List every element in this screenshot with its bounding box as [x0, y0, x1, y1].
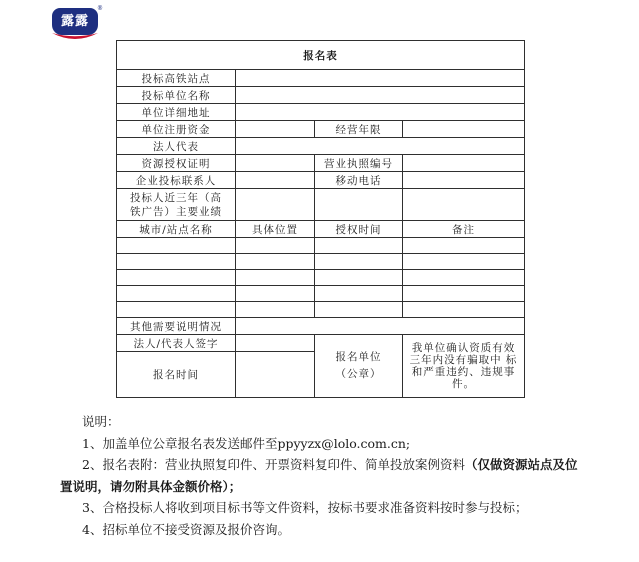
registration-form — [116, 40, 524, 398]
date-value-cell[interactable] — [236, 352, 315, 398]
note-cell[interactable] — [403, 254, 525, 270]
other-info-value-cell[interactable] — [236, 318, 525, 335]
company-label: 投标单位名称 — [117, 87, 236, 104]
time-cell[interactable] — [315, 238, 403, 254]
contact-label: 企业投标联系人 — [117, 172, 236, 189]
note-item-2-line1 — [60, 454, 588, 476]
note-item-2-bold-part1: （仅做资源站点及位 — [464, 457, 578, 473]
company-value-cell[interactable] — [236, 87, 525, 104]
brand-logo-text: 露露 — [60, 14, 89, 29]
performance-value-cell-1[interactable] — [236, 189, 315, 221]
time-cell[interactable] — [315, 302, 403, 318]
location-cell[interactable] — [236, 270, 315, 286]
performance-label-line2: 铁广告）主要业绩 — [130, 205, 222, 218]
column-header-city: 城市/站点名称 — [117, 221, 236, 238]
capital-value-cell[interactable] — [236, 121, 315, 138]
station-list-row — [117, 254, 525, 270]
note-item-1: 1、加盖单位公章报名表发送邮件至ppyyzx@lolo.com.cn; — [82, 435, 411, 451]
city-cell[interactable] — [117, 270, 236, 286]
notes-section — [60, 411, 588, 541]
performance-value-cell-3[interactable] — [403, 189, 525, 221]
city-cell[interactable] — [117, 254, 236, 270]
other-info-label: 其他需要说明情况 — [117, 318, 236, 335]
performance-label — [117, 189, 236, 221]
years-label: 经营年限 — [315, 121, 403, 138]
station-value-cell[interactable] — [236, 70, 525, 87]
note-item-4: 4、招标单位不接受资源及报价咨询。 — [82, 521, 290, 537]
authorization-value-cell[interactable] — [236, 155, 315, 172]
note-cell[interactable] — [403, 270, 525, 286]
performance-value-cell-2[interactable] — [315, 189, 403, 221]
legal-rep-value-cell[interactable] — [236, 138, 525, 155]
note-item-3: 3、合格投标人将收到项目标书等文件资料，按标书要求准备资料按时参与投标； — [82, 500, 528, 516]
station-list-row — [117, 270, 525, 286]
note-cell[interactable] — [403, 286, 525, 302]
column-header-location: 具体位置 — [236, 221, 315, 238]
registered-trademark-icon: ® — [97, 5, 103, 12]
time-cell[interactable] — [315, 286, 403, 302]
location-cell[interactable] — [236, 238, 315, 254]
qualification-confirmation-text: 我单位确认资质有效 三年内没有骗取中 标和严重违约、违规事件。 — [403, 335, 525, 398]
location-cell[interactable] — [236, 286, 315, 302]
column-header-note: 备注 — [403, 221, 525, 238]
time-cell[interactable] — [315, 254, 403, 270]
note-item-2-normal: 2、报名表附：营业执照复印件、开票资料复印件、简单投放案例资料 — [82, 457, 465, 473]
license-value-cell[interactable] — [403, 155, 525, 172]
brand-logo — [52, 5, 104, 48]
notes-heading: 说明： — [82, 414, 120, 429]
performance-label-line1: 投标人近三年（高 — [130, 191, 222, 204]
column-header-time: 授权时间 — [315, 221, 403, 238]
city-cell[interactable] — [117, 286, 236, 302]
location-cell[interactable] — [236, 302, 315, 318]
city-cell[interactable] — [117, 238, 236, 254]
brand-logo-badge — [52, 5, 103, 35]
station-list-row — [117, 286, 525, 302]
address-value-cell[interactable] — [236, 104, 525, 121]
note-cell[interactable] — [403, 238, 525, 254]
contact-value-cell[interactable] — [236, 172, 315, 189]
station-list-row — [117, 302, 525, 318]
location-cell[interactable] — [236, 254, 315, 270]
mobile-value-cell[interactable] — [403, 172, 525, 189]
city-cell[interactable] — [117, 302, 236, 318]
seal-label-line2: （公章） — [335, 368, 382, 380]
years-value-cell[interactable] — [403, 121, 525, 138]
signature-value-cell[interactable] — [236, 335, 315, 352]
form-title: 报名表 — [117, 41, 525, 70]
address-label: 单位详细地址 — [117, 104, 236, 121]
authorization-label: 资源授权证明 — [117, 155, 236, 172]
date-label: 报名时间 — [117, 352, 236, 398]
time-cell[interactable] — [315, 270, 403, 286]
station-label: 投标高铁站点 — [117, 70, 236, 87]
registration-form-table — [116, 40, 525, 398]
mobile-label: 移动电话 — [315, 172, 403, 189]
seal-label — [315, 335, 403, 398]
note-item-2-line2: 置说明，请勿附具体金额价格）； — [60, 478, 242, 494]
station-list-row — [117, 238, 525, 254]
signature-label: 法人/代表人签字 — [117, 335, 236, 352]
capital-label: 单位注册资金 — [117, 121, 236, 138]
note-cell[interactable] — [403, 302, 525, 318]
brand-swoosh-icon — [51, 32, 99, 44]
legal-rep-label: 法人代表 — [117, 138, 236, 155]
license-label: 营业执照编号 — [315, 155, 403, 172]
seal-label-line1: 报名单位 — [335, 351, 382, 363]
